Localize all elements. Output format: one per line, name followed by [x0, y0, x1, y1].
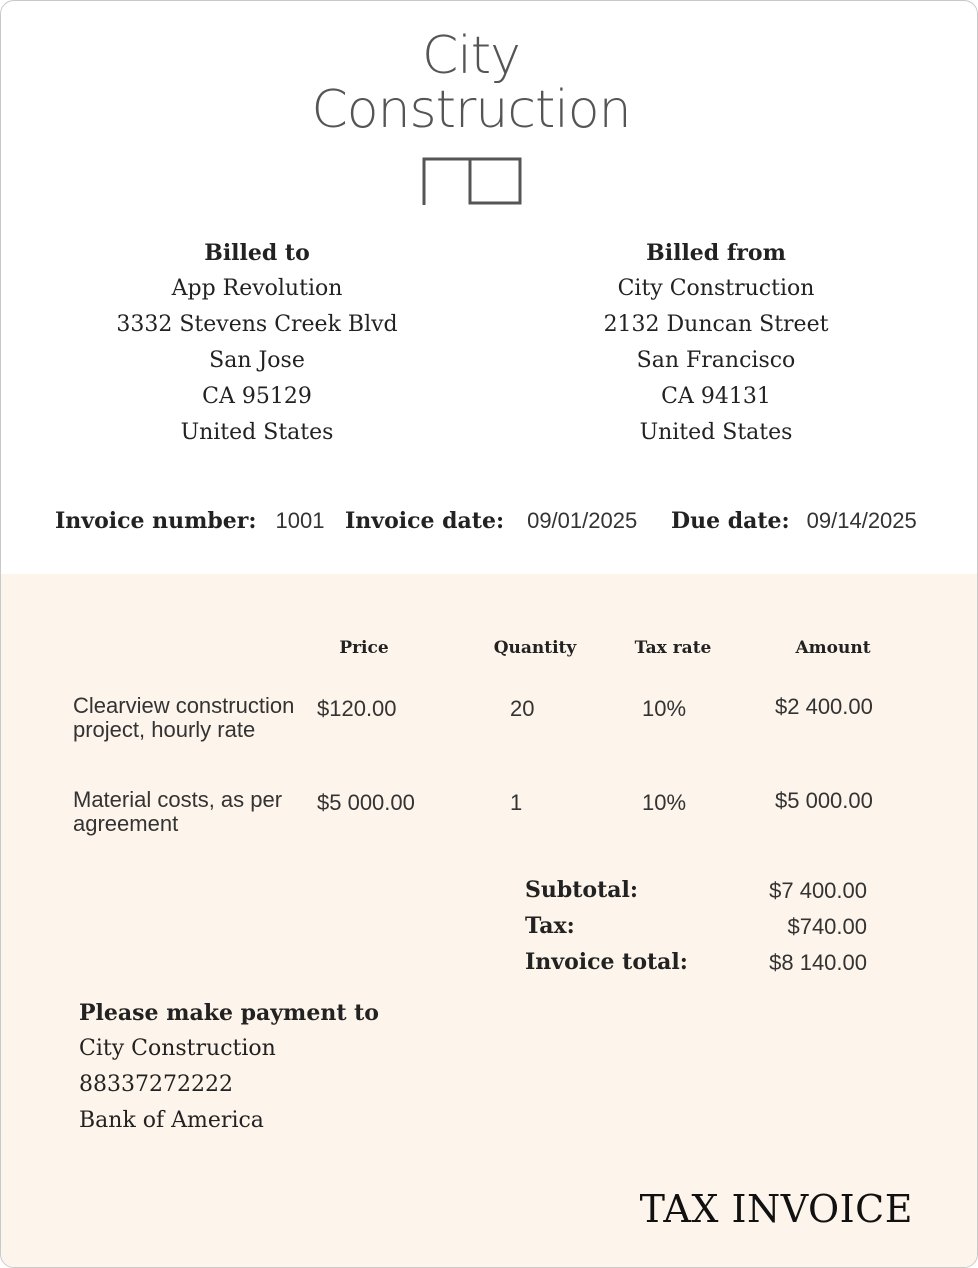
logo-line-2: Construction: [311, 80, 631, 140]
row-1-amount: $2 400.00: [775, 694, 873, 719]
subtotal-value: $7 400.00: [769, 878, 867, 903]
billed-to-block: [97, 235, 417, 451]
billed-to-line: CA 95129: [202, 384, 312, 409]
row-1-quantity: 20: [510, 696, 535, 721]
row-2-price: $5 000.00: [317, 790, 415, 815]
header-amount: Amount: [795, 638, 871, 658]
due-date-value: 09/14/2025: [806, 508, 917, 533]
due-date-label: Due date:: [671, 508, 790, 534]
payment-line: 88337272222: [79, 1072, 233, 1097]
subtotal-label: Subtotal:: [525, 877, 638, 903]
invoice-number-label: Invoice number:: [55, 508, 257, 534]
company-logo: [1, 26, 941, 140]
row-2-quantity: 1: [510, 790, 523, 815]
due-date: [671, 504, 917, 539]
billed-from-line: San Francisco: [636, 348, 796, 373]
payment-heading: Please make payment to: [79, 1000, 379, 1026]
row-2-description: Material costs, as per agreement: [73, 787, 283, 836]
billed-from-line: City Construction: [617, 276, 815, 301]
invoice-date-label: Invoice date:: [345, 508, 505, 534]
invoice-date-value: 09/01/2025: [527, 508, 638, 533]
row-1-price: $120.00: [317, 696, 397, 721]
logo-line-1: City: [422, 26, 520, 86]
billed-to-heading: Billed to: [204, 240, 310, 266]
invoice-total-label: Invoice total:: [525, 949, 688, 975]
payment-line: City Construction: [79, 1036, 276, 1061]
billed-from-heading: Billed from: [646, 240, 786, 266]
billed-to-line: San Jose: [209, 348, 305, 373]
payment-line: Bank of America: [79, 1108, 264, 1133]
tax-value: $740.00: [787, 914, 867, 939]
billed-to-line: 3332 Stevens Creek Blvd: [116, 312, 398, 337]
document-title: TAX INVOICE: [639, 1187, 913, 1231]
tax-label: Tax:: [525, 913, 575, 939]
invoice-total-value: $8 140.00: [769, 950, 867, 975]
row-1-description: Clearview construction project, hourly rate: [73, 693, 295, 742]
row-1-tax-rate: 10%: [642, 696, 687, 721]
row-2-amount: $5 000.00: [775, 788, 873, 813]
billed-to-line: United States: [180, 420, 334, 445]
building-logo-icon: [422, 157, 522, 205]
header-price: Price: [339, 638, 389, 658]
billed-from-block: [556, 235, 876, 451]
invoice-number: [55, 504, 324, 539]
billed-to-line: App Revolution: [171, 276, 343, 301]
payment-details: [79, 995, 379, 1139]
row-2-tax-rate: 10%: [642, 790, 687, 815]
header-quantity: Quantity: [493, 638, 577, 658]
billed-from-line: 2132 Duncan Street: [603, 312, 829, 337]
invoice-number-value: 1001: [275, 508, 325, 533]
billed-from-line: CA 94131: [661, 384, 771, 409]
billed-from-line: United States: [639, 420, 793, 445]
header-tax-rate: Tax rate: [634, 638, 712, 658]
invoice-date: [345, 504, 637, 539]
